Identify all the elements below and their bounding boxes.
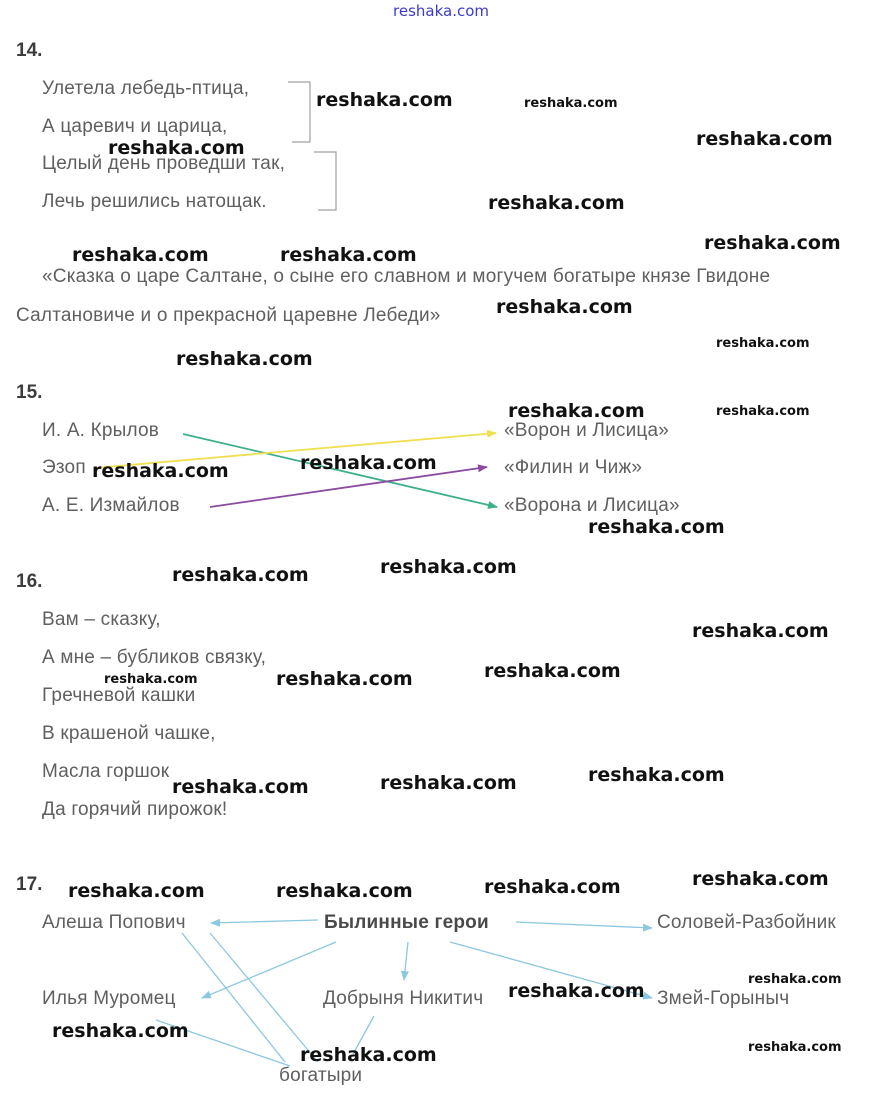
t14-line-4: Лечь решились натощак. bbox=[42, 191, 267, 212]
task-14-number: 14. bbox=[16, 40, 43, 61]
t15-work-filin: «Филин и Чиж» bbox=[504, 457, 643, 478]
t17-line-alesha-bogatyri-2 bbox=[210, 933, 318, 1062]
t17-bogatyri: богатыри bbox=[279, 1065, 363, 1086]
t17-arrow-to-solovey bbox=[516, 922, 652, 928]
t17-arrow-to-dobrynya bbox=[404, 942, 408, 980]
t15-work-vorona: «Ворона и Лисица» bbox=[504, 495, 680, 516]
t14-line-3: Целый день проведши так, bbox=[42, 153, 286, 174]
t16-line-1: Вам – сказку, bbox=[42, 609, 161, 630]
t14-source-line-2: Салтановиче и о прекрасной царевне Лебеди» bbox=[16, 305, 441, 326]
watermark: reshaka.com bbox=[72, 244, 209, 266]
watermark: reshaka.com bbox=[588, 516, 725, 538]
t16-line-5: Масла горшок bbox=[42, 761, 170, 782]
watermark: reshaka.com bbox=[276, 880, 413, 902]
t16-line-4: В крашеной чашке, bbox=[42, 723, 216, 744]
watermark: reshaka.com bbox=[300, 452, 437, 474]
t16-line-6: Да горячий пирожок! bbox=[42, 799, 228, 820]
watermark: reshaka.com bbox=[488, 192, 625, 214]
watermark: reshaka.com bbox=[172, 564, 309, 586]
watermark: reshaka.com bbox=[692, 620, 829, 642]
t17-zmey: Змей-Горыныч bbox=[657, 988, 790, 1009]
watermark: reshaka.com bbox=[484, 660, 621, 682]
t14-bracket-2 bbox=[314, 152, 336, 210]
watermark: reshaka.com bbox=[696, 128, 833, 150]
watermark: reshaka.com bbox=[716, 336, 810, 351]
t17-arrow-to-ilya bbox=[202, 942, 336, 998]
t15-author-izmailov: А. Е. Измайлов bbox=[42, 495, 180, 516]
watermark: reshaka.com bbox=[104, 672, 198, 687]
watermark: reshaka.com bbox=[316, 89, 453, 111]
t17-line-alesha-bogatyri bbox=[182, 933, 285, 1062]
task-15-number: 15. bbox=[16, 382, 43, 403]
t17-solovey: Соловей-Разбойник bbox=[657, 912, 836, 933]
t17-alesha-popovich: Алеша Попович bbox=[42, 912, 186, 933]
watermark: reshaka.com bbox=[704, 232, 841, 254]
watermark: reshaka.com bbox=[52, 1020, 189, 1042]
watermark: reshaka.com bbox=[380, 772, 517, 794]
t17-center-heroes: Былинные герои bbox=[324, 912, 489, 933]
watermark: reshaka.com bbox=[508, 400, 645, 422]
t14-bracket-1 bbox=[288, 82, 310, 142]
t14-line-2: А царевич и царица, bbox=[42, 116, 228, 137]
watermark: reshaka.com bbox=[496, 296, 633, 318]
t16-line-3: Гречневой кашки bbox=[42, 685, 196, 706]
t16-line-2: А мне – бубликов связку, bbox=[42, 647, 267, 668]
watermark-top: reshaka.com bbox=[393, 2, 489, 20]
watermark: reshaka.com bbox=[508, 980, 645, 1002]
watermark: reshaka.com bbox=[280, 244, 417, 266]
t15-work-voron: «Ворон и Лисица» bbox=[504, 420, 670, 441]
t14-line-1: Улетела лебедь-птица, bbox=[42, 78, 250, 99]
watermark: reshaka.com bbox=[588, 764, 725, 786]
task-17-number: 17. bbox=[16, 874, 43, 895]
t14-source-line-1: «Сказка о царе Салтане, о сыне его славном и могучем богатыре князе Гвидоне bbox=[42, 266, 771, 287]
t17-dobrynya: Добрыня Никитич bbox=[323, 988, 484, 1009]
watermark: reshaka.com bbox=[748, 1040, 842, 1055]
watermark: reshaka.com bbox=[748, 972, 842, 987]
watermark: reshaka.com bbox=[172, 776, 309, 798]
t17-arrow-to-alesha bbox=[211, 920, 318, 923]
watermark: reshaka.com bbox=[300, 1044, 437, 1066]
task-16-number: 16. bbox=[16, 571, 43, 592]
t15-author-krylov: И. А. Крылов bbox=[42, 420, 160, 441]
watermark: reshaka.com bbox=[108, 137, 245, 159]
watermark: reshaka.com bbox=[276, 668, 413, 690]
t15-author-ezop: Эзоп bbox=[42, 457, 86, 478]
watermark: reshaka.com bbox=[716, 404, 810, 419]
watermark: reshaka.com bbox=[380, 556, 517, 578]
watermark: reshaka.com bbox=[176, 348, 313, 370]
watermark: reshaka.com bbox=[68, 880, 205, 902]
watermark: reshaka.com bbox=[692, 868, 829, 890]
t17-ilya-muromets: Илья Муромец bbox=[42, 988, 176, 1009]
watermark: reshaka.com bbox=[484, 876, 621, 898]
watermark: reshaka.com bbox=[92, 460, 229, 482]
watermark: reshaka.com bbox=[524, 96, 618, 111]
